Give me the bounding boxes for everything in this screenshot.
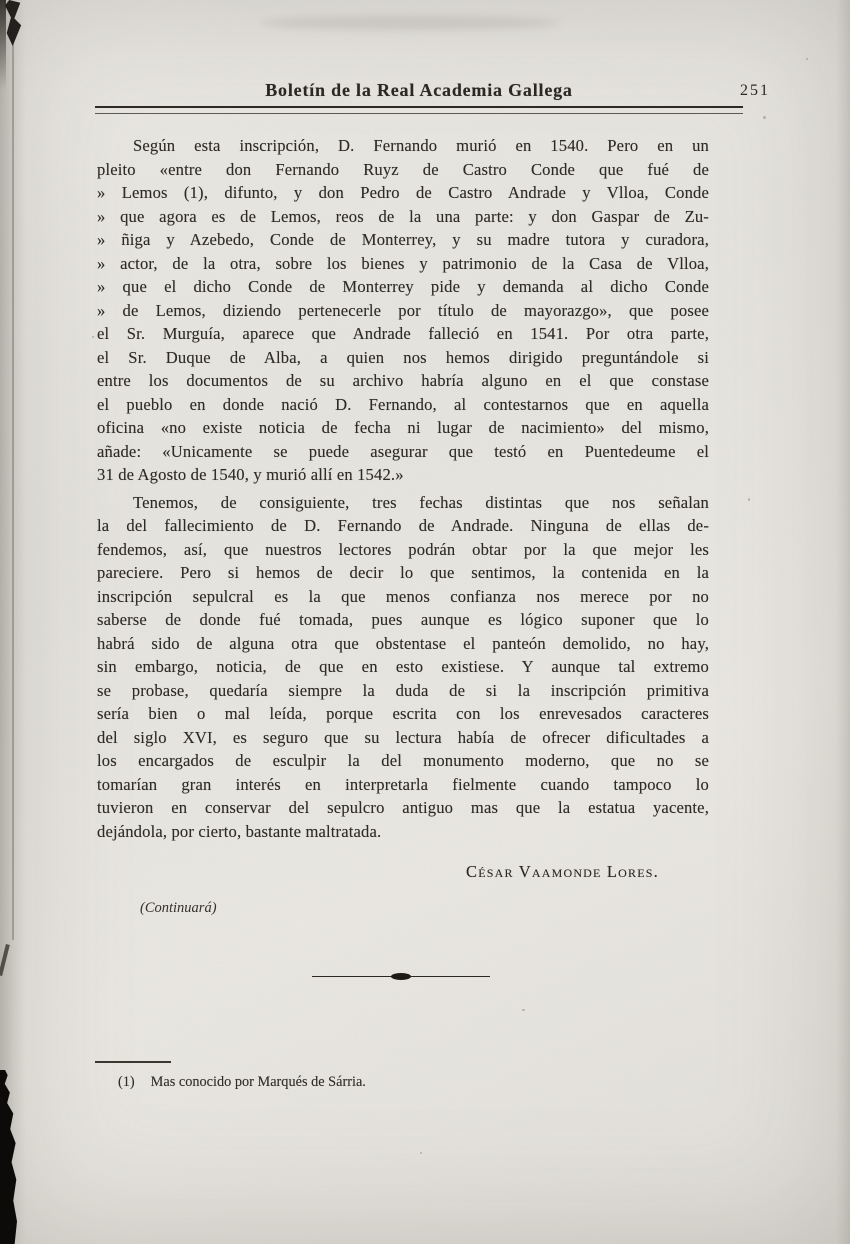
text-line: fendemos, así, que nuestros lectores podrán obtar por la que mejor les (97, 539, 709, 559)
scan-artifact-corner-mark (5, 0, 22, 46)
text-line: pleito «entre don Fernando Ruyz de Castro Conde que fué de (97, 159, 709, 179)
article-body (97, 134, 709, 843)
scan-artifact-top-smudge (260, 16, 560, 30)
text-line: los encargados de esculpir la del monumento moderno, que no se (97, 751, 709, 770)
text-line: oficina «no existe noticia de fecha ni lugar de nacimiento» del mismo, (97, 418, 709, 437)
page-header (95, 80, 770, 106)
scan-speck (748, 498, 750, 501)
text-line: Según esta inscripción, D. Fernando murió en 1540. Pero en un (133, 136, 709, 155)
text-line: » actor, de la otra, sobre los bienes y patrimonio de la Casa de Vlloa, (97, 253, 709, 273)
paragraph-2 (97, 491, 709, 844)
divider-dot (391, 973, 411, 980)
divider-line-left (312, 976, 392, 978)
divider-line-right (410, 976, 490, 978)
text-line: se probase, quedaría siempre la duda de si la inscripción primitiva (97, 680, 709, 700)
text-line: pareciere. Pero si hemos de decir lo que sentimos, la contenida en la (97, 563, 709, 582)
scan-artifact-bottom-bar (0, 1070, 17, 1244)
text-line: » Lemos (1), difunto, y don Pedro de Castro Andrade y Vlloa, Conde (97, 183, 709, 202)
section-divider (312, 971, 490, 981)
text-line: » que agora es de Lemos, reos de la una parte: y don Gaspar de Zu- (97, 206, 709, 226)
text-line: el Sr. Duque de Alba, a quien nos hemos dirigido preguntándole si (97, 347, 709, 367)
text-line: » ñiga y Azebedo, Conde de Monterrey, y su madre tutora y curadora, (97, 230, 709, 249)
scan-artifact-edge-strip (0, 0, 6, 90)
scan-speck (522, 1009, 525, 1011)
text-line: el pueblo en donde nació D. Fernando, al contestarnos que en aquella (97, 394, 709, 414)
text-line: tuvieron en conservar del sepulcro antiguo mas que la estatua yacente, (97, 798, 709, 817)
text-line: sería bien o mal leída, porque escrita con los enrevesados caracteres (97, 704, 709, 723)
text-line: añade: «Unicamente se puede asegurar que testó en Puentedeume el (97, 441, 709, 461)
text-line: del siglo XVI, es seguro que su lectura había de ofrecer dificultades a (97, 727, 709, 747)
paragraph-1 (97, 134, 709, 487)
text-line: » de Lemos, diziendo pertenecerle por título de mayorazgo», que posee (97, 300, 709, 320)
left-edge-crease-line (12, 40, 14, 940)
text-line: el Sr. Murguía, aparece que Andrade falleció en 1541. Por otra parte, (97, 324, 709, 343)
scan-speck (420, 1152, 422, 1154)
text-line: saberse de donde fué tomada, pues aunque es lógico suponer que lo (97, 610, 709, 629)
scan-speck (806, 58, 808, 60)
author-signature: César Vaamonde Lores. (466, 862, 659, 881)
scan-speck (92, 336, 94, 338)
continuation-note: (Continuará) (140, 900, 217, 916)
text-line: la del fallecimiento de D. Fernando de Andrade. Ninguna de ellas de- (97, 516, 709, 535)
text-line: inscripción sepulcral es la que menos confianza nos merece por no (97, 586, 709, 606)
journal-title: Boletín de la Real Academia Gallega (265, 80, 573, 100)
page-number: 251 (740, 82, 770, 99)
text-line: habrá sido de alguna otra que obstentase el panteón demolido, no hay, (97, 633, 709, 653)
footnote-marker: (1) (118, 1074, 135, 1090)
scan-artifact-edge-tick (0, 944, 9, 976)
text-line: Tenemos, de consiguiente, tres fechas distintas que nos señalan (133, 492, 709, 512)
text-line: tomarían gran interés en interpretarla fielmente cuando tampoco lo (97, 774, 709, 794)
text-line: » que el dicho Conde de Monterrey pide y demanda al dicho Conde (97, 277, 709, 296)
text-line: dejándola, por cierto, bastante maltratada. (97, 821, 382, 841)
scan-speck (763, 116, 766, 119)
header-rule (95, 106, 743, 114)
text-line: 31 de Agosto de 1540, y murió allí en 1542.» (97, 465, 404, 484)
text-line: entre los documentos de su archivo habría alguno en el que constase (97, 371, 709, 390)
footnote-text: Mas conocido por Marqués de Sárria. (150, 1074, 366, 1090)
footnote (118, 1074, 366, 1091)
footnote-rule (95, 1061, 171, 1063)
text-line: sin embargo, noticia, de que en esto existiese. Y aunque tal extremo (97, 657, 709, 676)
right-edge-shadow (836, 0, 850, 1244)
